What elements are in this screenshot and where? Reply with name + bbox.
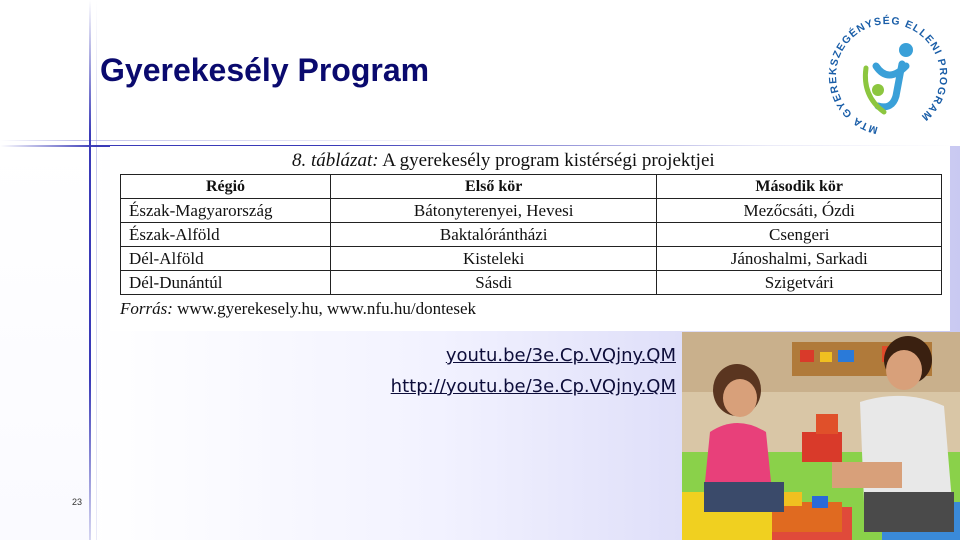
cell-first-round: Kisteleki bbox=[331, 247, 657, 271]
table-source bbox=[120, 299, 476, 319]
table-caption bbox=[292, 150, 950, 172]
table-row bbox=[121, 247, 942, 271]
table-caption-number: 8. táblázat: bbox=[292, 150, 379, 171]
child-figure-logo-icon bbox=[822, 10, 954, 138]
cell-first-round: Sásdi bbox=[331, 271, 657, 295]
cell-region: Dél-Alföld bbox=[121, 247, 331, 271]
header-region: Régió bbox=[121, 175, 331, 199]
photo-illustration bbox=[682, 332, 960, 540]
decor-line-light-h bbox=[0, 140, 500, 141]
slide-title: Gyerekesély Program bbox=[100, 52, 430, 88]
video-links bbox=[391, 340, 676, 402]
decor-line-vertical bbox=[89, 0, 91, 540]
data-table-figure bbox=[110, 146, 950, 331]
program-logo bbox=[822, 10, 954, 138]
table-caption-text: A gyerekesély program kistérségi projektjei bbox=[378, 150, 715, 171]
source-label: Forrás: bbox=[120, 299, 173, 318]
cell-second-round: Csengeri bbox=[657, 223, 942, 247]
table-row bbox=[121, 199, 942, 223]
cell-region: Észak-Alföld bbox=[121, 223, 331, 247]
cell-second-round: Szigetvári bbox=[657, 271, 942, 295]
table-row bbox=[121, 223, 942, 247]
page-number: 23 bbox=[72, 497, 83, 507]
cell-region: Dél-Dunántúl bbox=[121, 271, 331, 295]
header-second-round: Második kör bbox=[657, 175, 942, 199]
cell-first-round: Baktalórántházi bbox=[331, 223, 657, 247]
table-header-row bbox=[121, 175, 942, 199]
left-strip bbox=[0, 146, 90, 540]
header-first-round: Első kör bbox=[331, 175, 657, 199]
source-text: www.gyerekesely.hu, www.nfu.hu/dontesek bbox=[172, 299, 477, 318]
cell-second-round: Mezőcsáti, Ózdi bbox=[657, 199, 942, 223]
cell-first-round: Bátonyterenyei, Hevesi bbox=[331, 199, 657, 223]
decor-line-light-v bbox=[96, 0, 97, 540]
children-playing-blocks-photo bbox=[682, 332, 960, 540]
video-link-full[interactable]: http://youtu.be/3e.Cp.VQjny.QM bbox=[390, 376, 676, 397]
cell-second-round: Jánoshalmi, Sarkadi bbox=[657, 247, 942, 271]
cell-region: Észak-Magyarország bbox=[121, 199, 331, 223]
video-link-short[interactable]: youtu.be/3e.Cp.VQjny.QM bbox=[445, 345, 676, 366]
logo-ring-text: MTA GYEREKSZEGÉNYSÉG ELLENI PROGRAM bbox=[826, 14, 950, 136]
project-table bbox=[120, 174, 942, 295]
table-row bbox=[121, 271, 942, 295]
